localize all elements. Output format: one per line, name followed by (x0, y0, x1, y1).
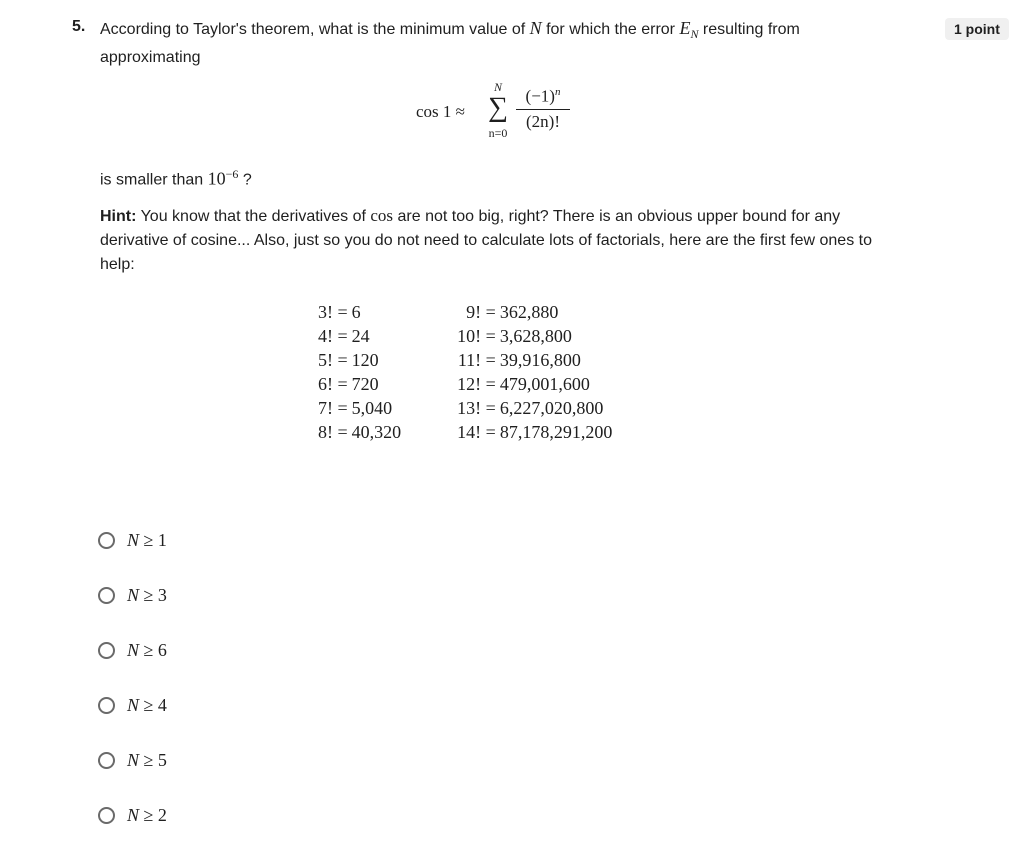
table-row (318, 372, 612, 396)
formula-sum (483, 80, 513, 140)
option-label (127, 585, 167, 606)
sigma-symbol: ∑ (488, 92, 508, 123)
factorial-value: 39,916,800 (499, 350, 581, 370)
answer-option-1[interactable] (98, 528, 167, 552)
table-row (318, 396, 612, 420)
error-bound-text (100, 162, 890, 192)
factorial-value: 87,178,291,200 (499, 422, 613, 442)
option-value: 4 (157, 694, 167, 715)
answer-option-4[interactable] (98, 693, 167, 717)
option-label (127, 805, 167, 826)
option-rel: ≥ (139, 529, 158, 550)
radio-button[interactable] (98, 532, 115, 549)
factorial-value: 3,628,800 (499, 326, 572, 346)
option-rel: ≥ (139, 584, 158, 605)
option-rel: ≥ (139, 749, 158, 770)
option-var: N (127, 804, 140, 825)
smaller-end: ? (238, 171, 252, 189)
answer-option-2[interactable] (98, 803, 167, 827)
factorial-label: 9! = (466, 302, 496, 322)
option-var: N (127, 749, 140, 770)
numerator-base: (−1) (525, 86, 555, 106)
smaller-text: is smaller than (100, 171, 208, 189)
factorial-value: 479,001,600 (499, 374, 590, 394)
option-label (127, 750, 167, 771)
hint-text-2: are not too big, right? There is an obvious upper bound for any derivative of cosine... Also, just so you do not need to calculate lots of factorials, here are the first few ones to help: (100, 208, 872, 273)
option-var: N (127, 584, 140, 605)
stem-var-en-sub: N (690, 27, 699, 42)
formula-lhs: cos 1 ≈ (416, 102, 465, 121)
table-row (318, 300, 612, 324)
option-rel: ≥ (139, 694, 158, 715)
option-label (127, 530, 167, 551)
hint-text-1: You know that the derivatives of (136, 208, 371, 225)
factorial-value: 362,880 (499, 302, 559, 322)
option-var: N (127, 694, 140, 715)
sum-upper-limit: N (493, 80, 502, 94)
answer-option-6[interactable] (98, 638, 167, 662)
sum-lower-limit: n=0 (488, 126, 508, 140)
factorial-label: 11! = (457, 350, 496, 370)
answer-option-5[interactable] (98, 748, 167, 772)
table-row (318, 420, 612, 444)
radio-button[interactable] (98, 587, 115, 604)
radio-button[interactable] (98, 807, 115, 824)
stem-text-3: resulting from approximating (100, 21, 800, 67)
factorial-value: 24 (351, 326, 370, 346)
factorial-label: 12! = (457, 374, 496, 394)
factorial-label: 7! = (318, 398, 348, 418)
points-badge: 1 point (945, 18, 1009, 40)
option-value: 3 (157, 584, 167, 605)
option-value: 2 (157, 804, 167, 825)
stem-var-n: N (529, 18, 542, 38)
fraction-numerator (516, 86, 570, 110)
formula-fraction (516, 86, 570, 132)
radio-button[interactable] (98, 752, 115, 769)
factorial-value: 40,320 (351, 422, 402, 442)
radio-button[interactable] (98, 642, 115, 659)
factorial-label: 4! = (318, 326, 348, 346)
table-row (318, 348, 612, 372)
radio-button[interactable] (98, 697, 115, 714)
option-label (127, 640, 167, 661)
option-value: 1 (157, 529, 167, 550)
factorial-label: 10! = (457, 326, 496, 346)
question-stem (100, 16, 890, 70)
factorial-label: 14! = (457, 422, 496, 442)
factorial-label: 5! = (318, 350, 348, 370)
table-row (318, 324, 612, 348)
numerator-exponent: n (554, 86, 561, 98)
taylor-formula (416, 80, 616, 150)
fraction-denominator: (2n)! (526, 111, 560, 131)
hint-paragraph (100, 204, 890, 277)
factorial-value: 120 (351, 350, 379, 370)
option-var: N (127, 529, 140, 550)
hint-cos: cos (370, 206, 394, 225)
factorial-label: 3! = (318, 302, 348, 322)
stem-text-2: for which the error (541, 21, 680, 38)
answer-option-3[interactable] (98, 583, 167, 607)
option-label (127, 695, 167, 716)
stem-text-1: According to Taylor's theorem, what is the minimum value of (100, 21, 530, 38)
option-rel: ≥ (139, 639, 158, 660)
factorial-label: 6! = (318, 374, 348, 394)
factorial-value: 720 (351, 374, 379, 394)
factorial-value: 6 (351, 302, 361, 322)
smaller-base: 10 (207, 168, 226, 189)
factorial-value: 5,040 (351, 398, 393, 418)
question-number: 5. (72, 18, 86, 35)
smaller-exponent: −6 (225, 167, 239, 181)
factorial-label: 13! = (457, 398, 496, 418)
option-var: N (127, 639, 140, 660)
answer-options (98, 528, 167, 858)
factorial-table (318, 300, 612, 444)
factorial-label: 8! = (318, 422, 348, 442)
option-value: 5 (157, 749, 167, 770)
hint-label: Hint: (100, 208, 137, 225)
option-value: 6 (157, 639, 167, 660)
factorial-value: 6,227,020,800 (499, 398, 604, 418)
stem-var-en: E (679, 18, 691, 38)
option-rel: ≥ (139, 804, 158, 825)
